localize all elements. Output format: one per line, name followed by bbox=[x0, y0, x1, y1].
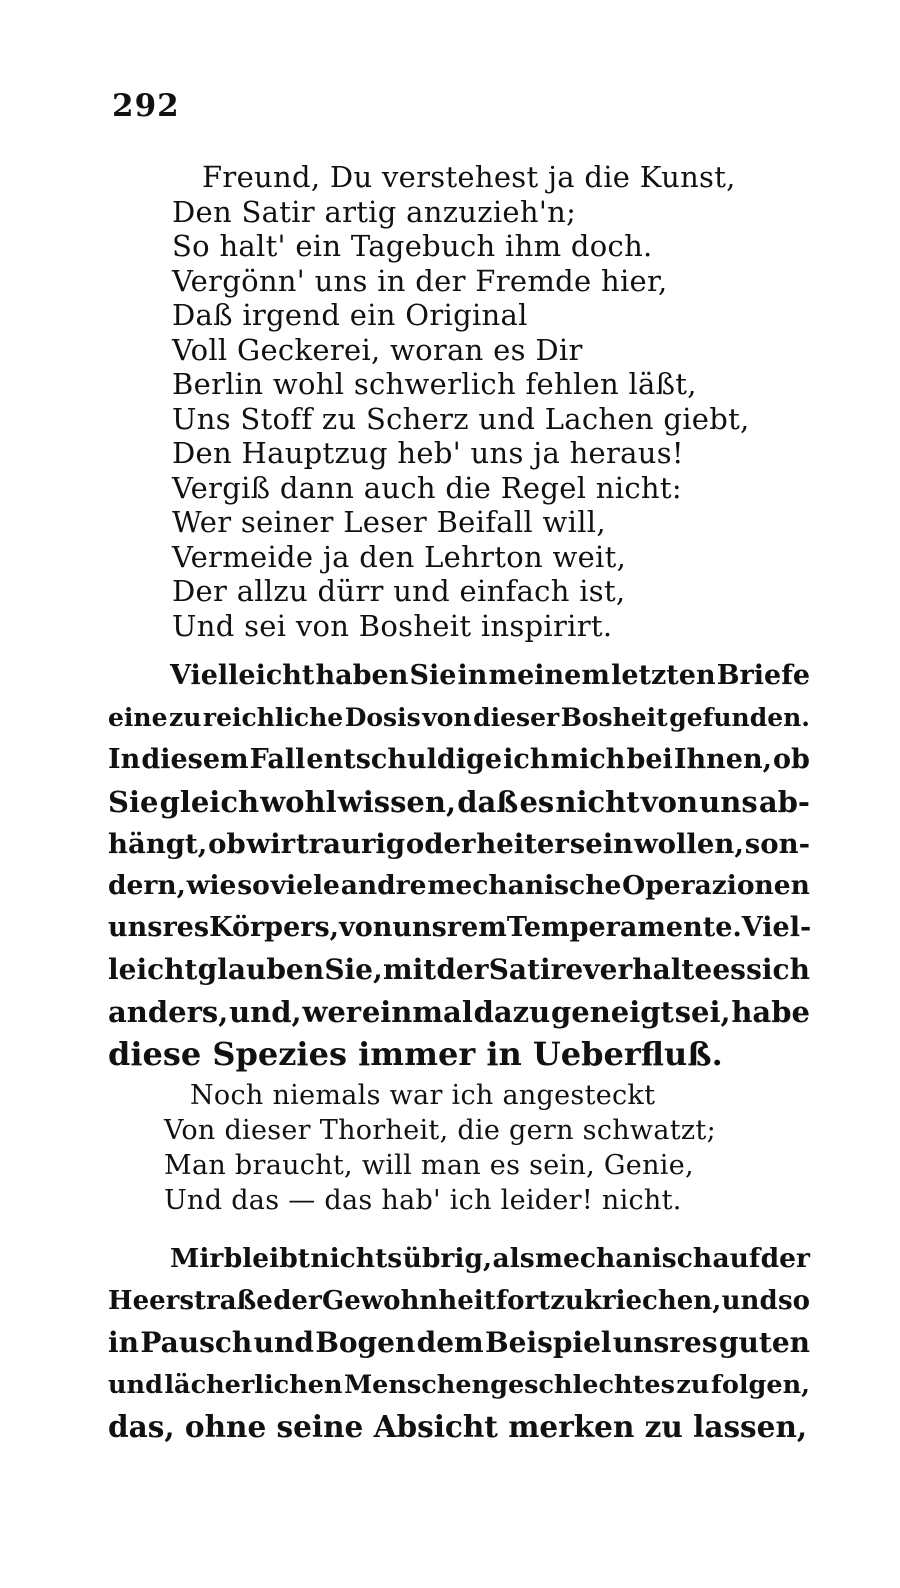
verse-line: Freund, Du verstehest ja die Kunst, bbox=[202, 160, 736, 194]
verse-line: Voll Geckerei, woran es Dir bbox=[172, 332, 583, 367]
verse-line: Wer seiner Leser Beifall will, bbox=[172, 505, 606, 539]
paragraph-line: in Pausch und Bogen dem Beispiel unsres guten bbox=[108, 1326, 810, 1359]
paragraph-line: Sie gleich wohl wissen, daß es nicht von uns ab- bbox=[108, 785, 810, 819]
paragraph-line: und lächerlichen Menschengeschlechtes zu folgen, bbox=[108, 1370, 810, 1400]
verse-line: Daß irgend ein Original bbox=[172, 298, 528, 332]
verse-line: Vermeide ja den Lehrton weit, bbox=[172, 539, 627, 574]
paragraph-line: Mir bleibt nichts übrig, als mechanisch auf der bbox=[170, 1243, 810, 1274]
paragraph-line: In diesem Fall entschuldige ich mich bei Ihnen, ob bbox=[108, 744, 810, 775]
verse-line: Uns Stoff zu Scherz und Lachen giebt, bbox=[172, 401, 750, 436]
verse-line: Vergönn' uns in der Fremde hier, bbox=[172, 263, 668, 298]
paragraph-line: hängt, ob wir traurig oder heiter sein wollen, son- bbox=[108, 828, 810, 860]
paragraph-line: Heerstraße der Gewohnheit fortzukriechen, und so bbox=[108, 1286, 810, 1316]
paragraph-1 bbox=[108, 655, 810, 1075]
paragraph-line: eine zu reichliche Dosis von dieser Bosheit gefunden. bbox=[108, 703, 810, 732]
verse-line: Der allzu dürr und einfach ist, bbox=[172, 574, 626, 608]
verse-line: Berlin wohl schwerlich fehlen läßt, bbox=[172, 367, 697, 401]
paragraph-2 bbox=[108, 1238, 810, 1448]
paragraph-line: anders, und, wer einmal dazu geneigt sei, habe bbox=[108, 995, 810, 1029]
verse-line: So halt' ein Tagebuch ihm doch. bbox=[172, 229, 653, 263]
verse-line: Den Hauptzug heb' uns ja heraus! bbox=[172, 436, 684, 470]
verse-line: Von dieser Thorheit, die gern schwatzt; bbox=[164, 1115, 716, 1146]
paragraph-line: diese Spezies immer in Ueberfluß. bbox=[108, 1035, 723, 1073]
verse-line: Den Satir artig anzuzieh'n; bbox=[172, 194, 577, 229]
verse-line: Man braucht, will man es sein, Genie, bbox=[164, 1150, 694, 1181]
paragraph-line: unsres Körpers, von unsrem Temperamente. Viel- bbox=[108, 912, 812, 943]
verse-line: Noch niemals war ich angesteckt bbox=[190, 1080, 656, 1111]
verse-block-1 bbox=[172, 160, 750, 643]
paragraph-line: dern, wie so viele andre mechanische Operazionen bbox=[108, 870, 810, 901]
verse-block-2 bbox=[164, 1078, 716, 1218]
verse-line: Und das — das hab' ich leider! nicht. bbox=[164, 1185, 682, 1216]
page-number: 292 bbox=[112, 88, 180, 124]
verse-line: Und sei von Bosheit inspirirt. bbox=[172, 608, 613, 643]
verse-line: Vergiß dann auch die Regel nicht: bbox=[172, 470, 682, 505]
paragraph-line: leicht glauben Sie, mit der Satire verhalte es sich bbox=[108, 953, 810, 986]
paragraph-line: das, ohne seine Absicht merken zu lassen, bbox=[108, 1409, 808, 1444]
paragraph-line: Vielleicht haben Sie in meinem letzten Briefe bbox=[170, 660, 810, 691]
